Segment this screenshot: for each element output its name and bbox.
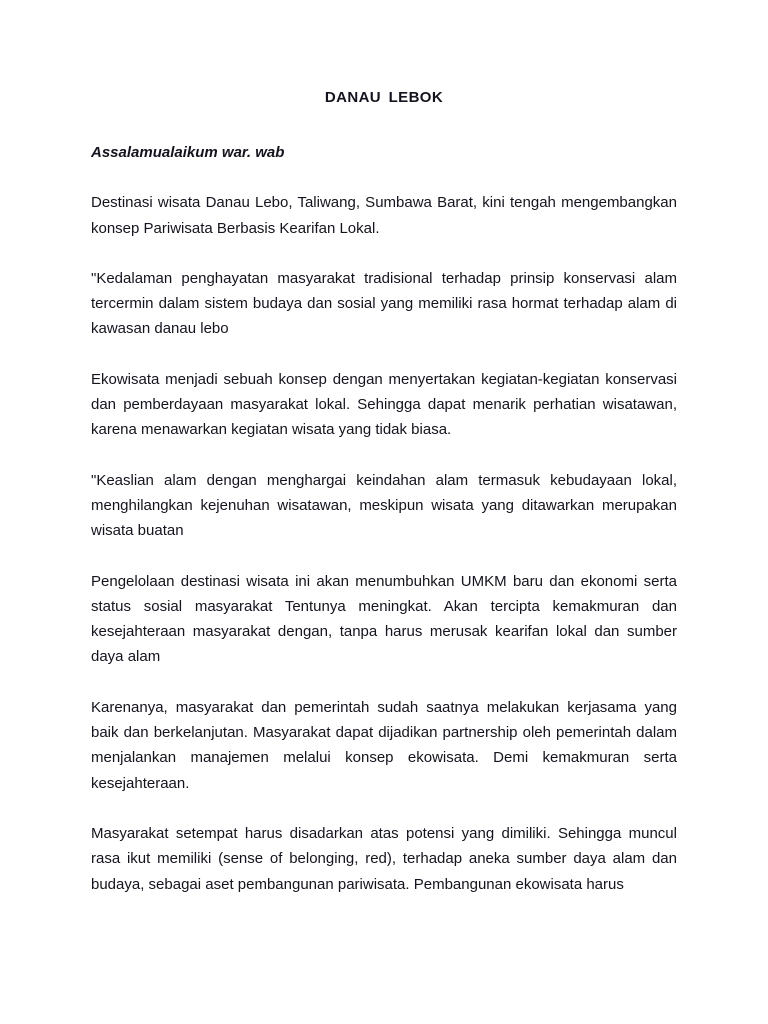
paragraph-ecotourism: Ekowisata menjadi sebuah konsep dengan menyertakan kegiatan-kegiatan konservasi dan pemberdayaan masyarakat lokal. Sehingga dapat menarik perhatian wisatawan, karena menawarkan kegiatan wisata yang tidak biasa. [91,370,677,439]
greeting: Assalamualaikum war. wab [91,144,285,161]
paragraph-conservation: "Kedalaman penghayatan masyarakat tradisional terhadap prinsip konservasi alam tercermin dalam sistem budaya dan sosial yang memiliki rasa hormat terhadap alam di kawasan danau lebo [91,269,677,338]
paragraph-cooperation: Karenanya, masyarakat dan pemerintah sudah saatnya melakukan kerjasama yang baik dan berkelanjutan. Masyarakat dapat dijadikan partnership oleh pemerintah dalam menjalankan manajemen melalui konsep ekowisata. Demi kemakmuran serta kesejahteraan. [91,698,677,792]
paragraph-intro: Destinasi wisata Danau Lebo, Taliwang, Sumbawa Barat, kini tengah mengembangkan konsep Pariwisata Berbasis Kearifan Lokal. [91,194,677,237]
paragraph-management: Pengelolaan destinasi wisata ini akan menumbuhkan UMKM baru dan ekonomi serta status sosial masyarakat Tentunya meningkat. Akan tercipta kemakmuran dan kesejahteraan masyarakat dengan, tanpa harus merusak kearifan lokal dan sumber daya alam [91,572,677,666]
document-body [91,140,677,922]
document-title: DANAU LEBOK [324,89,444,106]
paragraph-authenticity: "Keaslian alam dengan menghargai keindahan alam termasuk kebudayaan lokal, menghilangkan kejenuhan wisatawan, meskipun wisata yang ditawarkan merupakan wisata buatan [91,471,677,540]
paragraph-awareness: Masyarakat setempat harus disadarkan atas potensi yang dimiliki. Sehingga muncul rasa ikut memiliki (sense of belonging, red), terhadap aneka sumber daya alam dan budaya, sebagai aset pembangunan pariwisata. Pembangunan ekowisata harus [91,824,677,893]
